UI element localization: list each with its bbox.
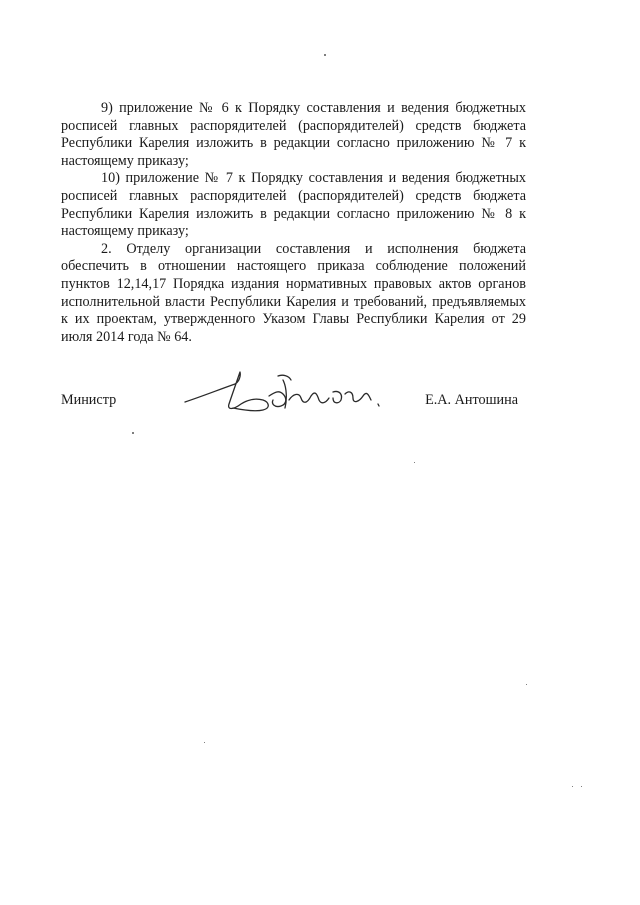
- handwritten-signature: [183, 370, 393, 420]
- scan-speck: [572, 786, 573, 787]
- paragraph-item-2: 2. Отделу организации составления и исполнения бюджета обеспечить в отношении настоящего приказа соблюдение положений пунктов 12,14,17 Порядка издания нормативных правовых актов органов исполнительной власти Республики Карелия и требований, предъявляемых к их проектам, утвержденного Указом Главы Республики Карелия от 29 июля 2014 года № 64.: [61, 240, 526, 345]
- document-body: [61, 100, 526, 346]
- scan-speck: [132, 432, 134, 434]
- scan-speck: [581, 786, 582, 787]
- signature-block: [61, 370, 526, 440]
- paragraph-item-9: 9) приложение № 6 к Порядку составления и ведения бюджетных росписей главных распорядителей (распорядителей) средств бюджета Республики Карелия изложить в редакции согласно приложению № 7 к настоящему приказу;: [61, 100, 526, 169]
- paragraph-item-10: 10) приложение № 7 к Порядку составления и ведения бюджетных росписей главных распорядителей (распорядителей) средств бюджета Республики Карелия изложить в редакции согласно приложению № 8 к настоящему приказу;: [61, 170, 526, 240]
- scan-speck: [324, 54, 326, 56]
- scan-speck: [204, 742, 205, 743]
- signatory-title: Министр: [61, 392, 117, 408]
- scan-speck: [414, 462, 415, 463]
- scan-speck: [526, 684, 527, 685]
- signatory-name: Е.А. Антошина: [425, 392, 518, 408]
